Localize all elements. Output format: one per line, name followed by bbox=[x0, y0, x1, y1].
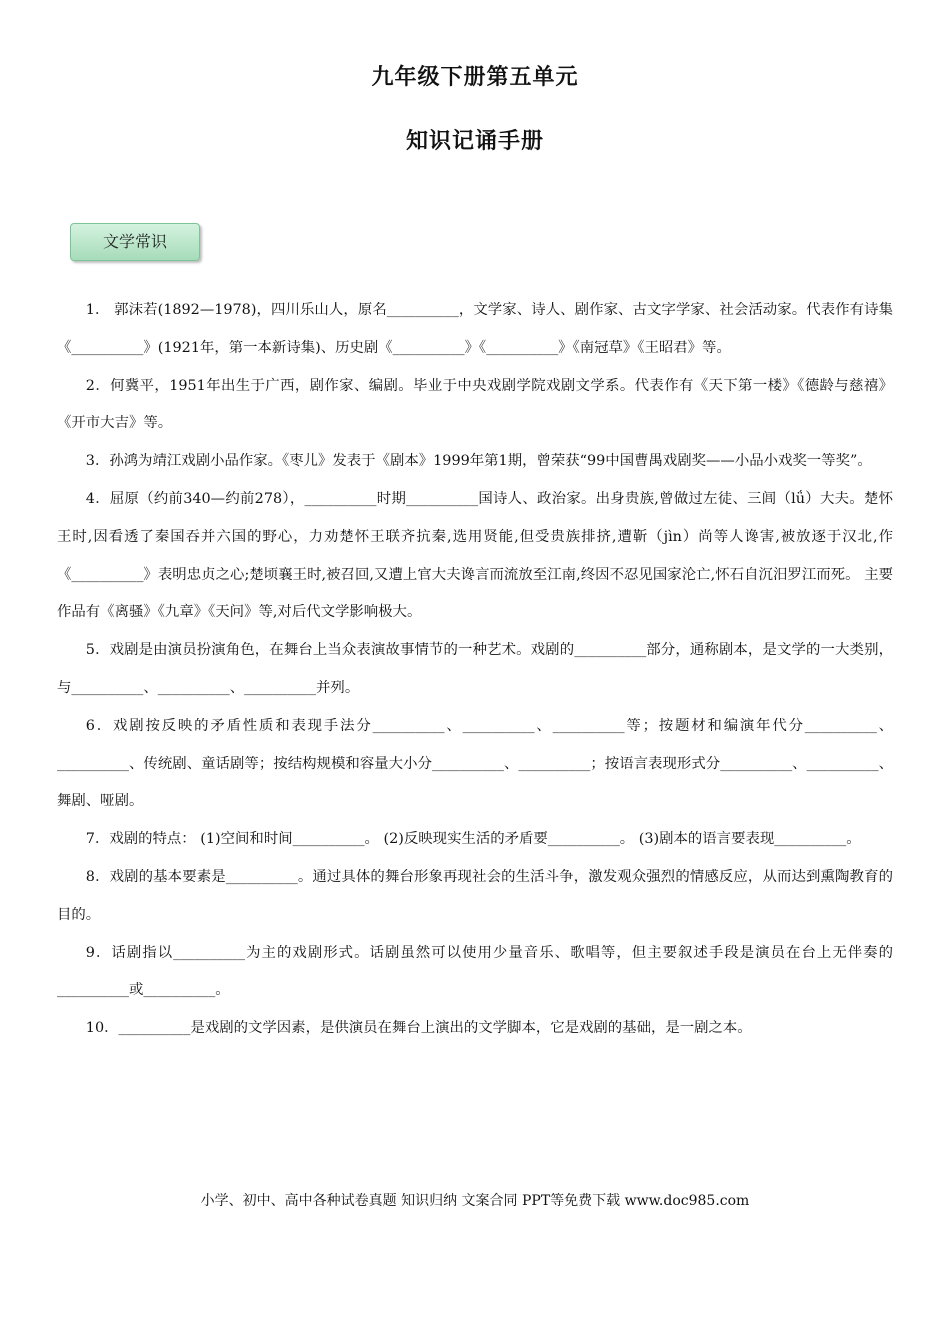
section-label: 文学常识 bbox=[70, 223, 200, 261]
list-item: 9．话剧指以__________为主的戏剧形式。话剧虽然可以使用少量音乐、歌唱等，但主要叙述手段是演员在台上无伴奏的__________或__________。 bbox=[57, 944, 893, 999]
list-item: 6．戏剧按反映的矛盾性质和表现手法分__________、__________、__________等；按题材和编演年代分__________、__________、传统剧、童话剧等；按结构规模和容量大小分__________、__________；按语言表现形式分__________、__________、舞剧、哑剧。 bbox=[57, 717, 893, 810]
page-footer: 小学、初中、高中各种试卷真题 知识归纳 文案合同 PPT等免费下载 www.doc985.com bbox=[200, 1193, 750, 1209]
list-item: 3．孙鸿为靖江戏剧小品作家。《枣儿》发表于《剧本》1999年第1期，曾荣获“99中国曹禺戏剧奖——小品小戏奖一等奖”。 bbox=[85, 453, 872, 470]
page-title: 九年级下册第五单元 bbox=[371, 64, 579, 90]
list-item: 7．戏剧的特点： (1)空间和时间__________。 (2)反映现实生活的矛盾要__________。 (3)剧本的语言要表现__________。 bbox=[85, 831, 861, 848]
list-item: 1． 郭沫若(1892—1978)，四川乐山人，原名__________，文学家、诗人、剧作家、古文字学家、社会活动家。代表作有诗集《__________》(1921年，第一本新诗集)、历史剧《__________》《__________》《南冠草》《王昭君》等。 bbox=[57, 302, 893, 356]
list-item: 10．__________是戏剧的文学因素，是供演员在舞台上演出的文学脚本，它是戏剧的基础，是一剧之本。 bbox=[85, 1020, 752, 1037]
list-item: 5．戏剧是由演员扮演角色，在舞台上当众表演故事情节的一种艺术。戏剧的__________部分，通称剧本，是文学的一大类别，与__________、__________、__________并列。 bbox=[57, 642, 893, 696]
list-item: 4．屈原（约前340—约前278），__________时期__________国诗人、政治家。出身贵族,曾做过左徒、三闾（lǘ）大夫。楚怀王时,因看透了秦国吞并六国的野心，力劝楚怀王联齐抗秦,选用贤能,但受贵族排挤,遭靳（jìn）尚等人谗害,被放逐于汉北,作《__________》表明忠贞之心;楚顷襄王时,被召回,又遭上官大夫谗言而流放至江南,终因不忍见国家沦亡,怀石自沉汨罗江而死。 主要作品有《离骚》《九章》《天问》等,对后代文学影响极大。 bbox=[57, 490, 893, 621]
page-subtitle: 知识记诵手册 bbox=[405, 128, 544, 154]
list-item: 2．何冀平，1951年出生于广西，剧作家、编剧。毕业于中央戏剧学院戏剧文学系。代表作有《天下第一楼》《德龄与慈禧》《开市大吉》等。 bbox=[57, 377, 893, 432]
knowledge-list bbox=[57, 292, 893, 1048]
list-item: 8．戏剧的基本要素是__________。通过具体的舞台形象再现社会的生活斗争，激发观众强烈的情感反应，从而达到熏陶教育的目的。 bbox=[57, 868, 893, 923]
